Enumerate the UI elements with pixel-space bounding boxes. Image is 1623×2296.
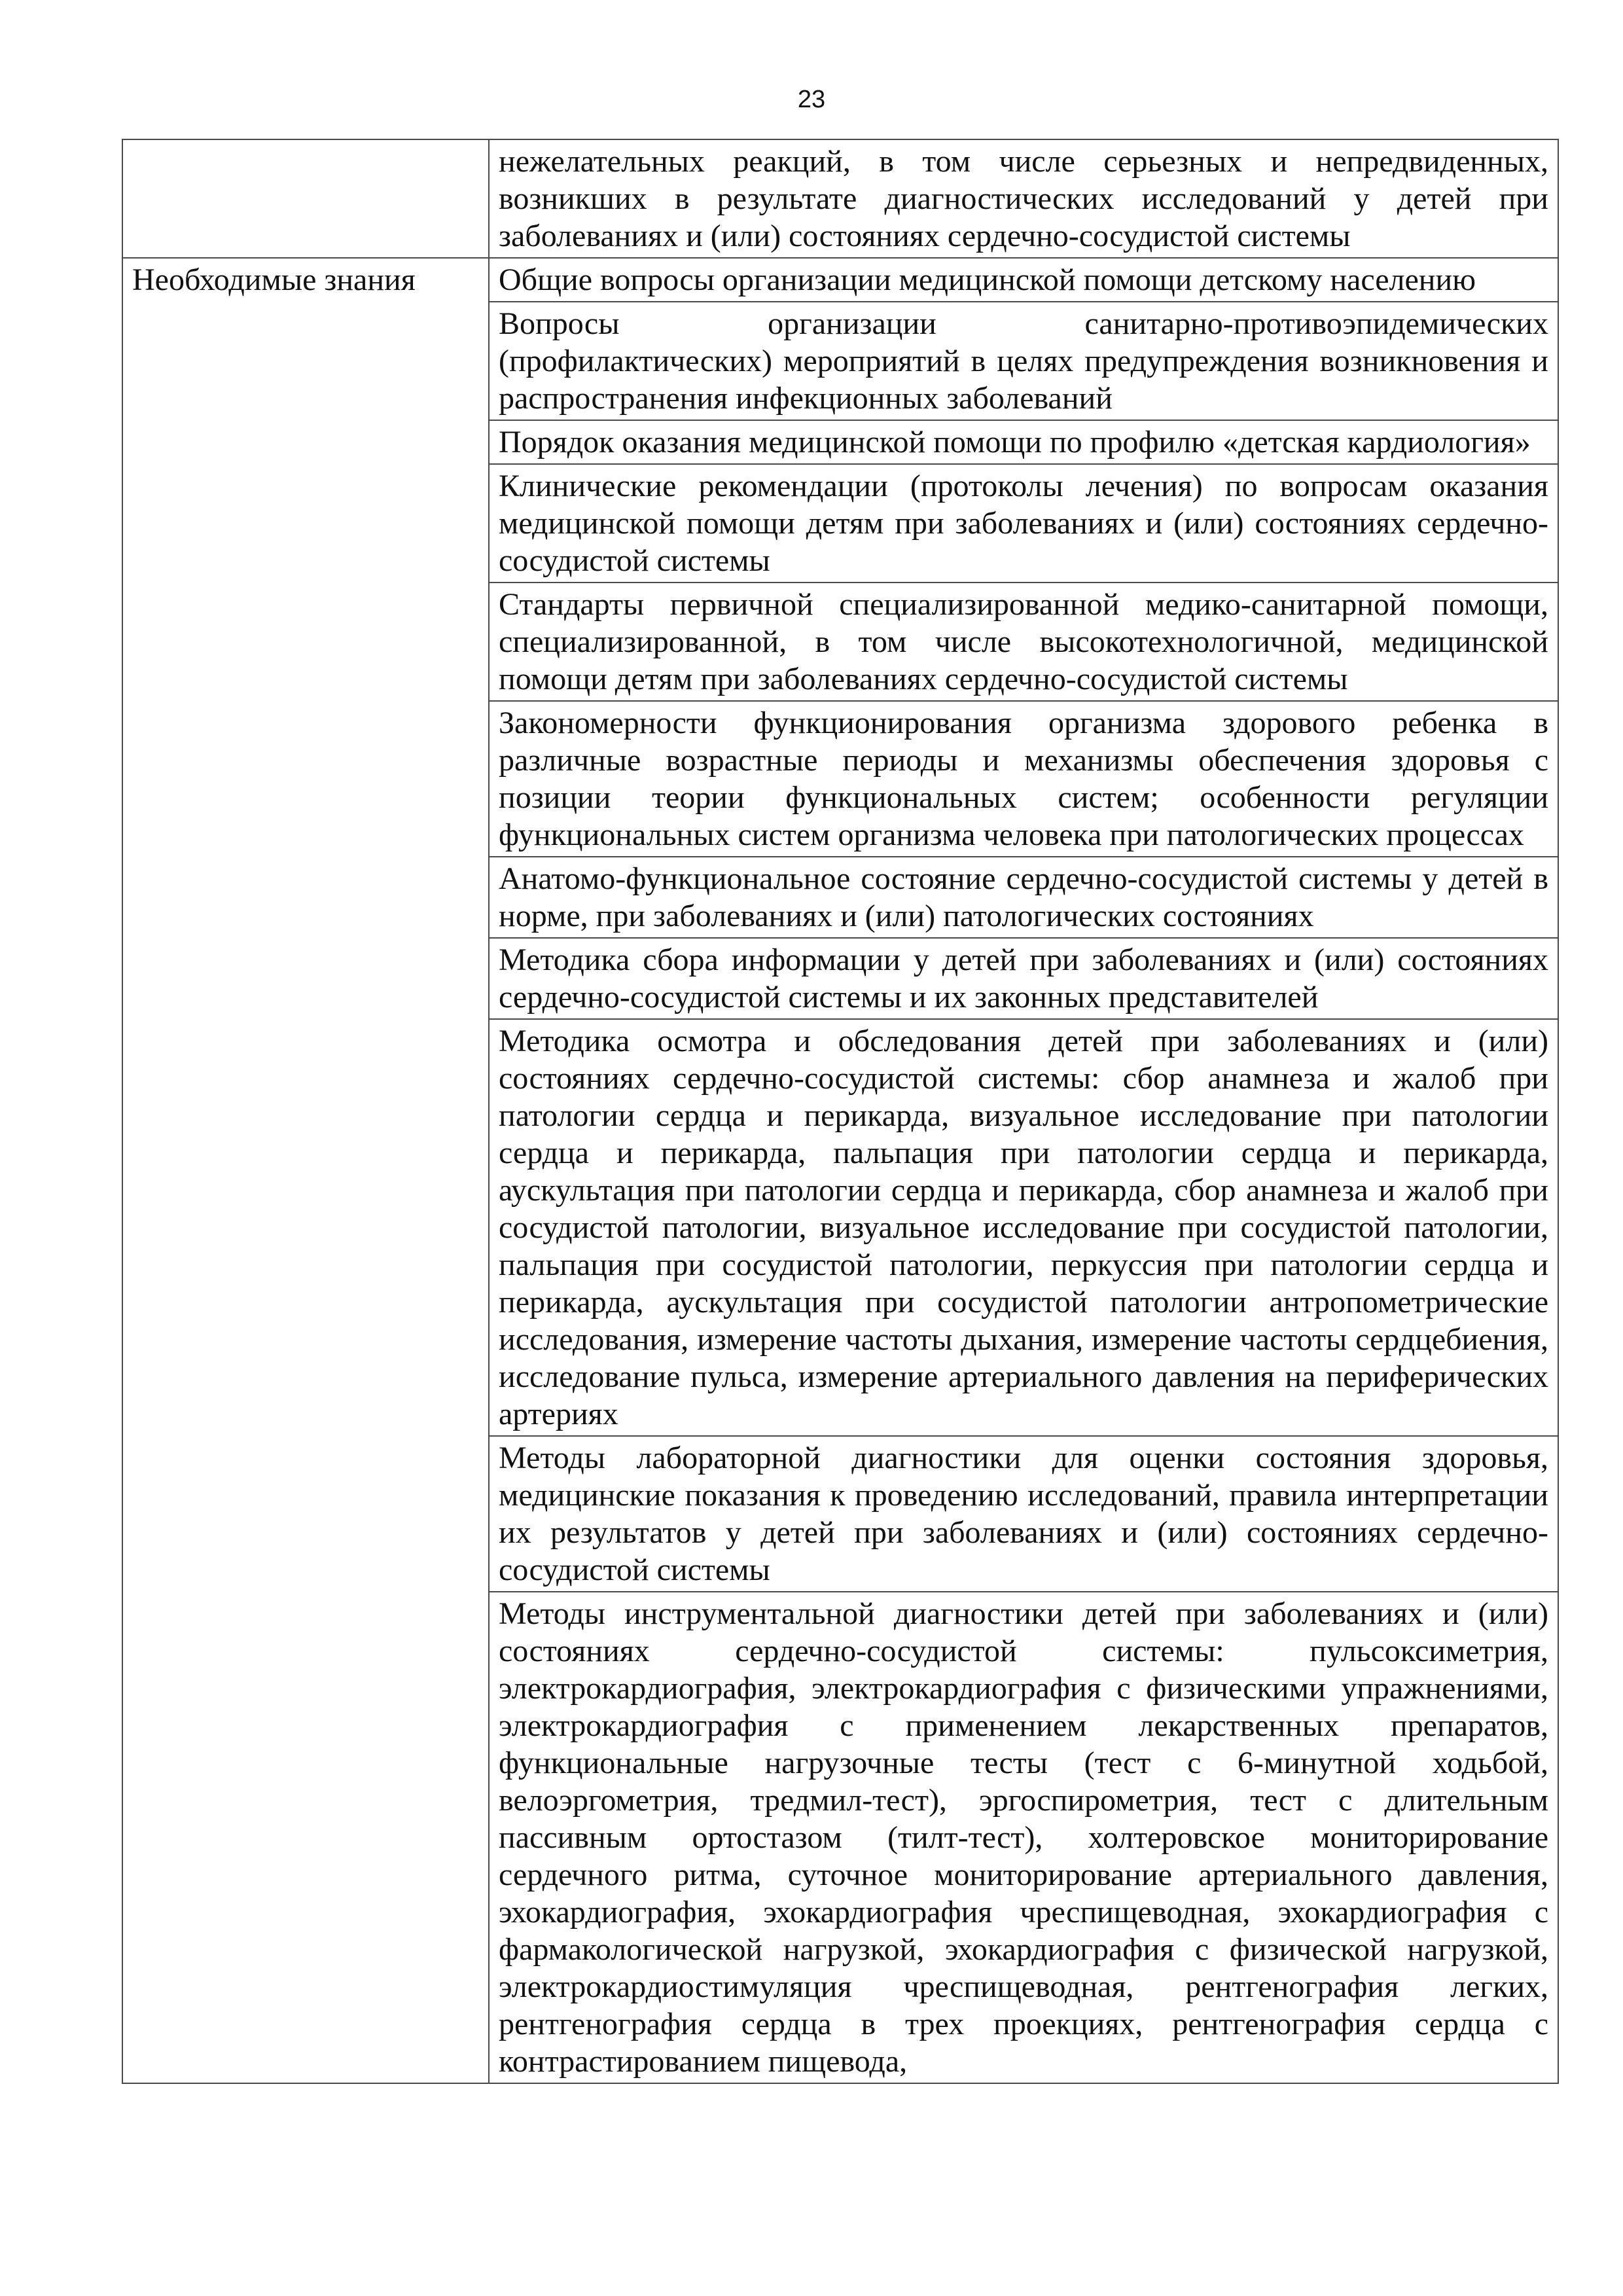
table-row bbox=[122, 258, 1558, 302]
row-text: Общие вопросы организации медицинской помощи детскому населению bbox=[489, 258, 1558, 302]
row-text: Методы инструментальной диагностики детей при заболеваниях и (или) состояниях сердечно-сосудистой системы: пульсоксиметрия, электрокардиография, электрокардиография с физическими упражнениями, электрокардиография с применением лекарственных препаратов, функциональные нагрузочные тесты (тест с 6-минутной ходьбой, велоэргометрия, тредмил-тест), эргоспирометрия, тест с длительным пассивным ортостазом (тилт-тест), холтеровское мониторирование сердечного ритма, суточное мониторирование артериального давления, эхокардиография, эхокардиография чреспищеводная, эхокардиография с фармакологической нагрузкой, эхокардиография с физической нагрузкой, электрокардиостимуляция чреспищеводная, рентгенография легких, рентгенография сердца в трех проекциях, рентгенография сердца с контрастированием пищевода, bbox=[489, 1592, 1558, 2083]
row-text: Стандарты первичной специализированной медико-санитарной помощи, специализированной, в том числе высокотехнологичной, медицинской помощи детям при заболеваниях сердечно-сосудистой системы bbox=[489, 583, 1558, 701]
page-number: 23 bbox=[797, 86, 826, 113]
row-text: Методика осмотра и обследования детей при заболеваниях и (или) состояниях сердечно-сосудистой системы: сбор анамнеза и жалоб при патологии сердца и перикарда, визуальное исследование при патологии сердца и перикарда, пальпация при патологии сердца и перикарда, аускультация при патологии сердца и перикарда, сбор анамнеза и жалоб при сосудистой патологии, визуальное исследование при сосудистой патологии, пальпация при сосудистой патологии, перкуссия при патологии сердца и перикарда, аускультация при сосудистой патологии антропометрические исследования, измерение частоты дыхания, измерение частоты сердцебиения, исследование пульса, измерение артериального давления на периферических артериях bbox=[489, 1019, 1558, 1436]
table-row bbox=[122, 139, 1558, 258]
knowledge-table bbox=[122, 139, 1559, 2084]
row-text: Порядок оказания медицинской помощи по профилю «детская кардиология» bbox=[489, 420, 1558, 464]
row-text: Закономерности функционирования организма здорового ребенка в различные возрастные периоды и механизмы обеспечения здоровья с позиции теории функциональных систем; особенности регуляции функциональных систем организма человека при патологических процессах bbox=[489, 701, 1558, 857]
row-text: Вопросы организации санитарно-противоэпидемических (профилактических) мероприятий в целях предупреждения возникновения и распространения инфекционных заболеваний bbox=[489, 302, 1558, 420]
row-text: Клинические рекомендации (протоколы лечения) по вопросам оказания медицинской помощи детям при заболеваниях и (или) состояниях сердечно-сосудистой системы bbox=[489, 464, 1558, 583]
row-text: Методика сбора информации у детей при заболеваниях и (или) состояниях сердечно-сосудистой системы и их законных представителей bbox=[489, 938, 1558, 1019]
row-text: Анатомо-функциональное состояние сердечно-сосудистой системы у детей в норме, при заболеваниях и (или) патологических состояниях bbox=[489, 857, 1558, 938]
row-text: нежелательных реакций, в том числе серьезных и непредвиденных, возникших в результате диагностических исследований у детей при заболеваниях и (или) состояниях сердечно-сосудистой системы bbox=[489, 139, 1558, 258]
section-label-required-knowledge: Необходимые знания bbox=[122, 258, 489, 2083]
row-text: Методы лабораторной диагностики для оценки состояния здоровья, медицинские показания к проведению исследований, правила интерпретации их результатов у детей при заболеваниях и (или) состояниях сердечно-сосудистой системы bbox=[489, 1436, 1558, 1592]
row-label bbox=[122, 139, 489, 258]
